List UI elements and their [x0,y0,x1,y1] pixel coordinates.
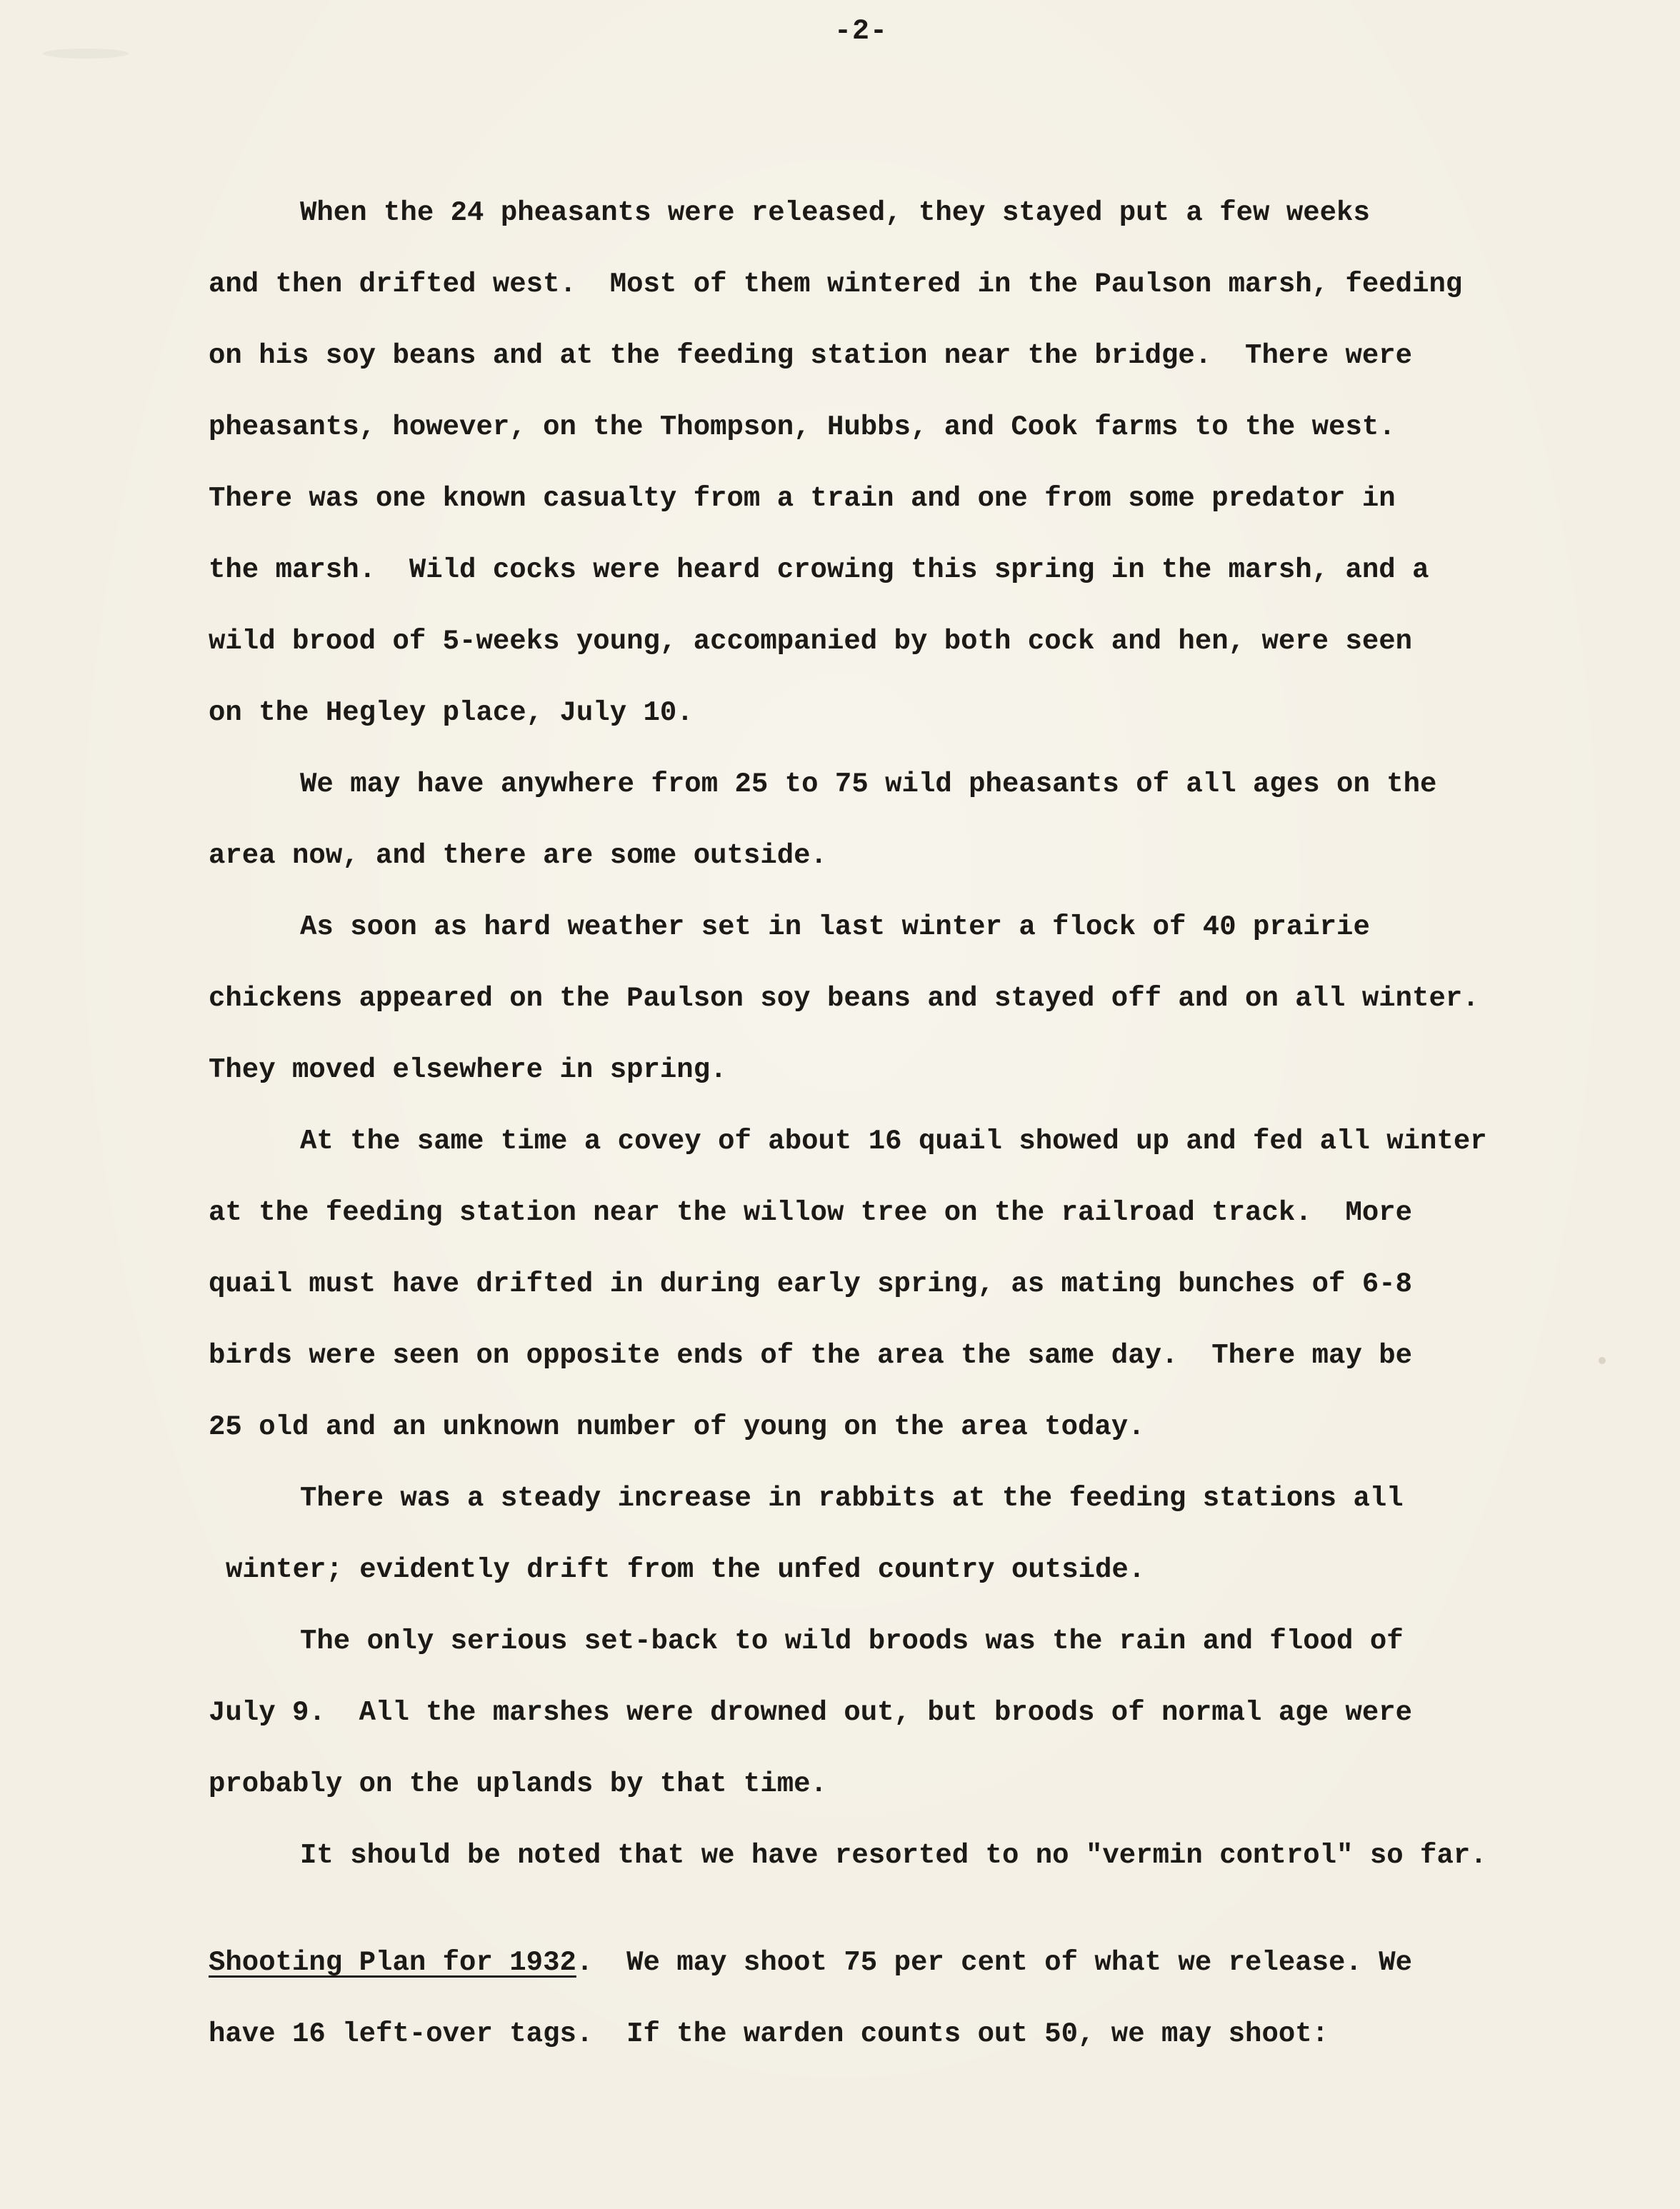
section-heading: Shooting Plan for 1932 [209,1947,576,1978]
text-line: at the feeding station near the willow tree on the railroad track. More [209,1197,1413,1228]
text-line: When the 24 pheasants were released, they stayed put a few weeks [300,197,1370,229]
text-line: It should be noted that we have resorted to no "vermin control" so far. [300,1840,1487,1871]
paper-mark [43,49,129,59]
text-line: quail must have drifted in during early spring, as mating bunches of 6-8 [209,1268,1413,1300]
text-line: chickens appeared on the Paulson soy beans and stayed off and on all winter. [209,983,1479,1014]
page-number: -2- [834,16,889,48]
text-line: wild brood of 5-weeks young, accompanied by both cock and hen, were seen [209,626,1413,657]
text-line: . We may shoot 75 per cent of what we release. We [576,1947,1413,1978]
text-line: The only serious set-back to wild broods was the rain and flood of [300,1626,1404,1657]
text-line: At the same time a covey of about 16 quail showed up and fed all winter [300,1126,1487,1157]
text-line: There was one known casualty from a train and one from some predator in [209,483,1396,514]
text-line: July 9. All the marshes were drowned out, but broods of normal age were [209,1697,1413,1728]
text-line: and then drifted west. Most of them wintered in the Paulson marsh, feeding [209,269,1463,300]
text-line: on the Hegley place, July 10. [209,697,694,728]
text-line: winter; evidently drift from the unfed country outside. [226,1554,1146,1586]
text-line: on his soy beans and at the feeding station near the bridge. There were [209,340,1413,371]
text-line: 25 old and an unknown number of young on the area today. [209,1411,1145,1443]
text-line: There was a steady increase in rabbits at the feeding stations all [300,1483,1404,1514]
text-line: pheasants, however, on the Thompson, Hubbs, and Cook farms to the west. [209,411,1396,443]
text-line: probably on the uplands by that time. [209,1768,827,1800]
text-line: the marsh. Wild cocks were heard crowing this spring in the marsh, and a [209,554,1429,586]
text-line: They moved elsewhere in spring. [209,1054,727,1086]
shooting-plan-line [209,1945,1412,1980]
text-line: We may have anywhere from 25 to 75 wild pheasants of all ages on the [300,768,1437,800]
text-line: birds were seen on opposite ends of the area the same day. There may be [209,1340,1413,1371]
text-line: have 16 left-over tags. If the warden counts out 50, we may shoot: [209,2018,1329,2050]
text-line: area now, and there are some outside. [209,840,827,871]
text-line: As soon as hard weather set in last winter a flock of 40 prairie [300,911,1370,943]
paper-mark [1599,1357,1606,1364]
